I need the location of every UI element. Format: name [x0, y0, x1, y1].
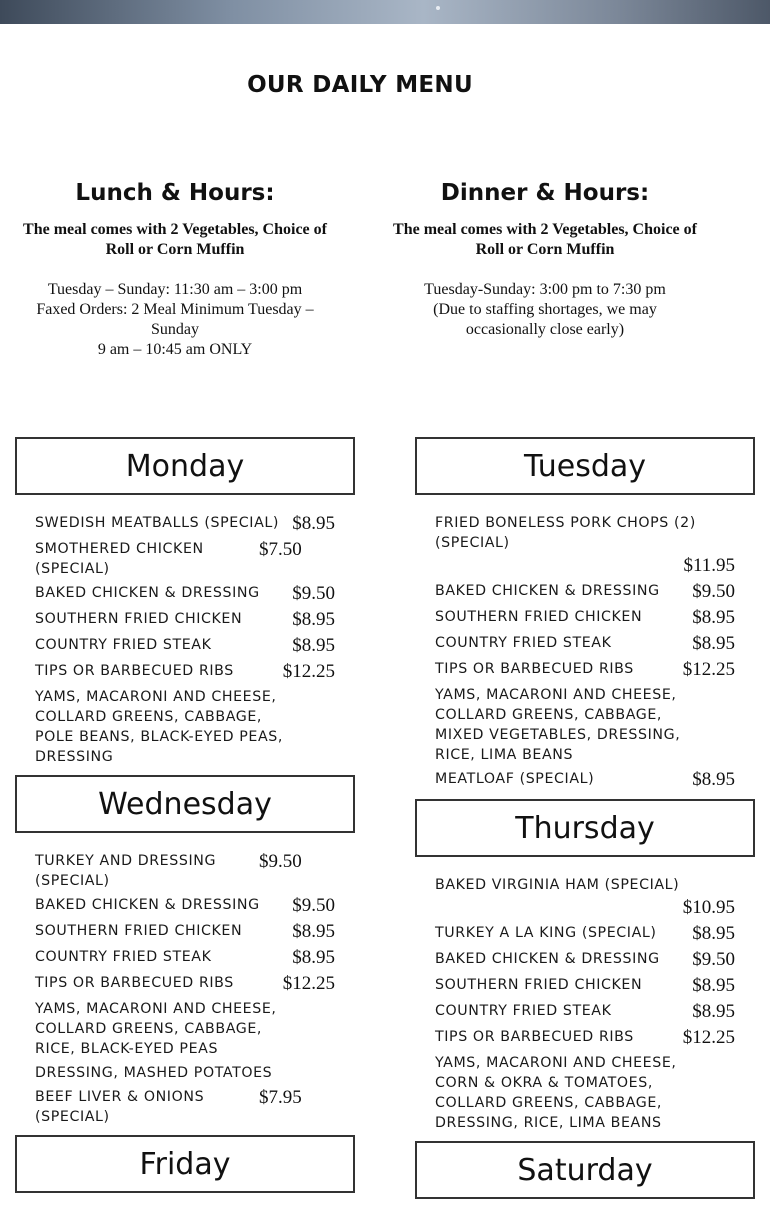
menu-item-price: $11.95: [683, 555, 735, 576]
menu-item-name: SOUTHERN FRIED CHICKEN: [435, 977, 643, 993]
menu-item-price: $8.95: [692, 923, 735, 944]
menu-item: [435, 769, 735, 791]
menu-item: [35, 921, 335, 943]
menu-item-name: SMOTHERED CHICKEN (SPECIAL): [35, 541, 204, 577]
menu-item-price: $8.95: [692, 769, 735, 790]
menu-item-price: $8.95: [692, 975, 735, 996]
hero-light-dot: [436, 6, 440, 10]
menu-item-name: COUNTRY FRIED STEAK: [435, 1003, 612, 1019]
menu-item-name: BAKED CHICKEN & DRESSING: [435, 951, 660, 967]
menu-item-name: SWEDISH MEATBALLS (SPECIAL): [35, 515, 280, 531]
tuesday-items: [415, 495, 755, 809]
menu-item: [435, 659, 735, 681]
menu-item-price: $9.50: [692, 581, 735, 602]
menu-item: [35, 661, 335, 683]
menu-item-sides: [35, 687, 335, 767]
menu-item: [435, 581, 735, 603]
menu-item-price: $9.50: [292, 895, 335, 916]
menu-item-name: TIPS OR BARBECUED RIBS: [435, 1029, 634, 1045]
menu-item-name: TIPS OR BARBECUED RIBS: [35, 975, 234, 991]
lunch-hours-section: [15, 180, 335, 360]
menu-item-name: BAKED CHICKEN & DRESSING: [35, 897, 260, 913]
menu-item: [435, 633, 735, 655]
menu-item: [35, 851, 335, 891]
menu-item: [35, 1087, 335, 1127]
menu-item-name: SOUTHERN FRIED CHICKEN: [35, 611, 243, 627]
day-heading-friday: Friday: [15, 1135, 355, 1193]
menu-item-name: TIPS OR BARBECUED RIBS: [435, 661, 634, 677]
menu-item-name: BEEF LIVER & ONIONS (SPECIAL): [35, 1089, 205, 1125]
menu-item: [35, 947, 335, 969]
menu-item-price: $12.25: [682, 659, 735, 680]
menu-item: [35, 973, 335, 995]
menu-item: [35, 895, 335, 917]
menu-item: [435, 1027, 735, 1049]
dinner-hours-section: [385, 180, 705, 340]
day-heading-thursday: Thursday: [415, 799, 755, 857]
monday-items: [15, 495, 355, 785]
dinner-subtitle: The meal comes with 2 Vegetables, Choice of Roll or Corn Muffin: [393, 221, 697, 258]
day-heading-tuesday: Tuesday: [415, 437, 755, 495]
menu-item-name: FRIED BONELESS PORK CHOPS (2)(SPECIAL): [435, 515, 696, 551]
menu-item: [435, 1001, 735, 1023]
menu-item-price: $7.50: [259, 539, 302, 560]
menu-item-name: BAKED CHICKEN & DRESSING: [435, 583, 660, 599]
day-heading-wednesday: Wednesday: [15, 775, 355, 833]
lunch-heading: Lunch & Hours:: [75, 180, 275, 206]
menu-item-price: $8.95: [692, 607, 735, 628]
lunch-line: Tuesday – Sunday: 11:30 am – 3:00 pm: [47, 281, 303, 298]
menu-item: [35, 635, 335, 657]
menu-item-name: TURKEY AND DRESSING (SPECIAL): [35, 853, 217, 889]
menu-item-price: $8.95: [692, 633, 735, 654]
menu-item-name: TURKEY A LA KING (SPECIAL): [435, 925, 657, 941]
menu-item-name: COUNTRY FRIED STEAK: [435, 635, 612, 651]
menu-item-name: TIPS OR BARBECUED RIBS: [35, 663, 234, 679]
lunch-line: 9 am – 10:45 am ONLY: [97, 341, 253, 358]
menu-item-name: BAKED CHICKEN & DRESSING: [35, 585, 260, 601]
lunch-line: Faxed Orders: 2 Meal Minimum Tuesday – Sunday: [36, 301, 314, 338]
menu-item: [435, 923, 735, 945]
menu-item-name: YAMS, MACARONI AND CHEESE, COLLARD GREENS, CABBAGE, RICE, BLACK-EYED PEAS: [35, 1001, 277, 1057]
right-menu-column: [415, 437, 755, 1199]
menu-item-price: $8.95: [292, 635, 335, 656]
day-heading-saturday: Saturday: [415, 1141, 755, 1199]
menu-item-price: $12.25: [682, 1027, 735, 1048]
menu-item-name: BAKED VIRGINIA HAM (SPECIAL): [435, 877, 680, 893]
menu-item-name: YAMS, MACARONI AND CHEESE, COLLARD GREENS, CABBAGE, MIXED VEGETABLES, DRESSING, RICE, LIMA BEANS: [435, 687, 681, 763]
menu-item-price: $8.95: [692, 1001, 735, 1022]
menu-item: [35, 583, 335, 605]
menu-item-price: $9.50: [259, 851, 302, 872]
menu-item-sides: [35, 999, 335, 1059]
menu-item-price: $8.95: [292, 947, 335, 968]
menu-item-name: COUNTRY FRIED STEAK: [35, 949, 212, 965]
menu-item-price: $7.95: [259, 1087, 302, 1108]
dinner-line: (Due to staffing shortages, we may occasionally close early): [433, 301, 657, 338]
dinner-line: Tuesday-Sunday: 3:00 pm to 7:30 pm: [424, 281, 666, 298]
menu-item-price: $8.95: [292, 921, 335, 942]
page-title: OUR DAILY MENU: [247, 72, 473, 98]
menu-item: [35, 513, 335, 535]
menu-item-price: $12.25: [282, 661, 335, 682]
menu-item-name: COUNTRY FRIED STEAK: [35, 637, 212, 653]
menu-item-sides: [35, 1063, 335, 1083]
hero-image-strip: [0, 0, 770, 24]
menu-item-sides: [435, 1053, 735, 1133]
menu-item: [435, 513, 735, 577]
menu-item-name: DRESSING, MASHED POTATOES: [35, 1065, 273, 1081]
menu-item-name: SOUTHERN FRIED CHICKEN: [435, 609, 643, 625]
menu-item: [35, 539, 335, 579]
thursday-items: [415, 857, 755, 1151]
menu-item: [35, 609, 335, 631]
lunch-subtitle: The meal comes with 2 Vegetables, Choice of Roll or Corn Muffin: [23, 221, 327, 258]
menu-item-name: MEATLOAF (SPECIAL): [435, 771, 595, 787]
menu-item: [435, 975, 735, 997]
menu-item-name: YAMS, MACARONI AND CHEESE, CORN & OKRA & TOMATOES, COLLARD GREENS, CABBAGE, DRESSING, RICE, LIMA BEANS: [435, 1055, 677, 1131]
menu-item-price: $10.95: [682, 897, 735, 918]
menu-item-name: SOUTHERN FRIED CHICKEN: [35, 923, 243, 939]
wednesday-items: [15, 833, 355, 1145]
menu-item-price: $12.25: [282, 973, 335, 994]
left-menu-column: [15, 437, 355, 1193]
menu-item-name: YAMS, MACARONI AND CHEESE, COLLARD GREENS, CABBAGE, POLE BEANS, BLACK-EYED PEAS, DRESSING: [35, 689, 283, 765]
menu-item-price: $8.95: [292, 609, 335, 630]
menu-item-price: $9.50: [692, 949, 735, 970]
menu-item-sides: [435, 685, 735, 765]
menu-item-price: $9.50: [292, 583, 335, 604]
menu-item-price: $8.95: [292, 513, 335, 534]
menu-item: [435, 875, 735, 919]
dinner-heading: Dinner & Hours:: [440, 180, 650, 206]
menu-item: [435, 949, 735, 971]
day-heading-monday: Monday: [15, 437, 355, 495]
menu-item: [435, 607, 735, 629]
